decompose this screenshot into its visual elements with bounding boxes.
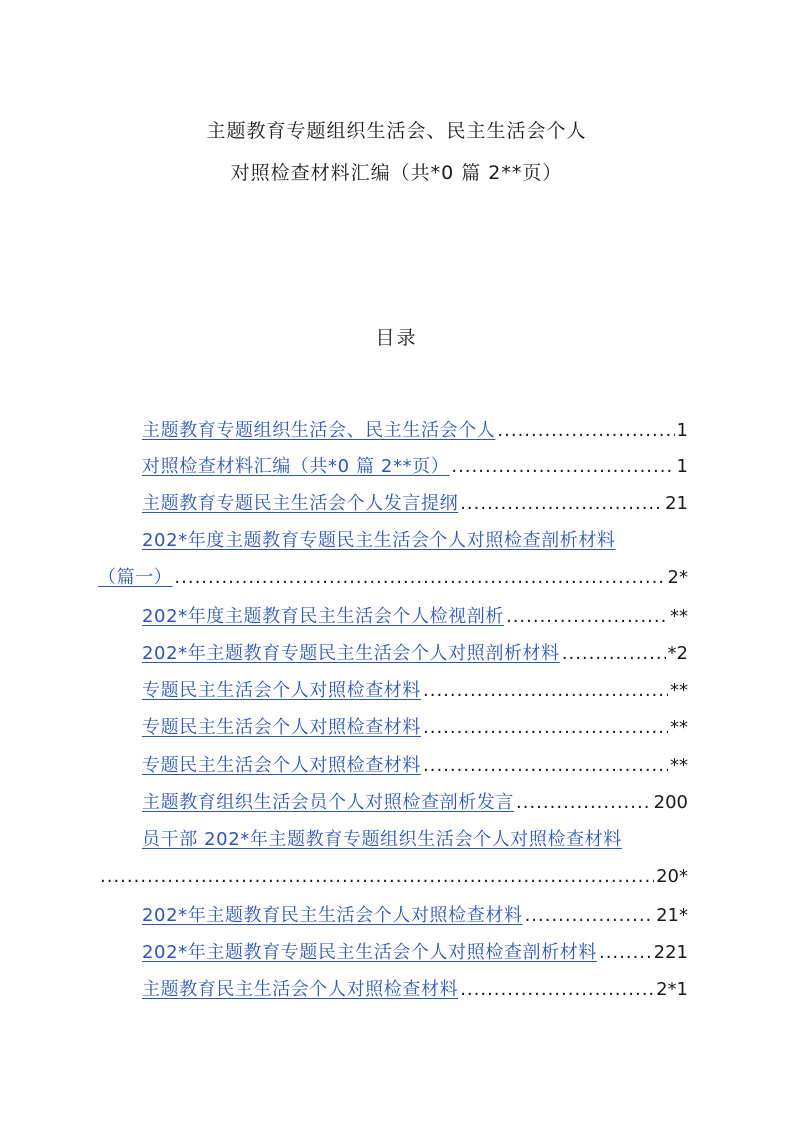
toc-page-number: 221 [653,942,688,963]
toc-entry-link[interactable]: 202*年主题教育专题民主生活会个人对照剖析材料 [142,643,560,664]
toc-page-number: 2* [667,567,688,588]
toc-page-number: 1 [676,456,688,477]
toc-entry-link[interactable]: 主题教育组织生活会员个人对照检查剖析发言 [142,792,514,813]
toc-page-number: 20* [656,866,688,887]
toc-page-number: ** [670,755,688,776]
toc-entry[interactable] [98,717,688,739]
toc-entry-link[interactable]: 主题教育专题民主生活会个人发言提纲 [142,493,459,514]
toc-entry-link[interactable]: 员干部 202*年主题教育专题组织生活会个人对照检查材料 [142,829,622,850]
toc-entry-link[interactable]: 主题教育专题组织生活会、民主生活会个人 [142,420,496,441]
toc-page-number: 21* [656,905,688,926]
toc-page-number: ** [670,606,688,627]
toc-entry[interactable] [98,493,688,515]
toc-entry[interactable] [98,680,688,702]
toc-entry-link[interactable]: 专题民主生活会个人对照检查材料 [142,680,421,701]
toc-entry[interactable] [98,979,688,1001]
toc-page-number: 2*1 [656,979,688,1000]
toc-entry-link[interactable]: 专题民主生活会个人对照检查材料 [142,755,421,776]
toc-entry-link[interactable]: 202*年度主题教育专题民主生活会个人对照检查剖析材料 [142,530,616,551]
document-title-line-1: 主题教育专题组织生活会、民主生活会个人 [206,120,587,142]
toc-leader-dots [174,567,665,589]
toc-leader-dots [100,866,654,888]
toc-entry[interactable] [98,643,688,665]
toc-page-number: *2 [667,643,688,664]
toc-entry[interactable] [98,456,688,478]
toc-page-number: 200 [653,792,688,813]
toc-entry[interactable] [98,530,688,589]
toc-leader-dots [525,905,655,927]
toc-leader-dots [506,606,668,628]
toc-page-number: ** [670,680,688,701]
toc-entry[interactable] [98,420,688,442]
toc-entry-link[interactable]: 202*年主题教育专题民主生活会个人对照检查剖析材料 [142,942,597,963]
toc-leader-dots [460,979,654,1001]
toc-page-number: 21 [665,493,688,514]
toc-page-number: ** [670,717,688,738]
toc-entry-link[interactable]: 202*年主题教育民主生活会个人对照检查材料 [142,905,523,926]
toc-entry[interactable] [98,942,688,964]
toc-leader-dots [497,420,674,442]
toc-entry[interactable] [98,905,688,927]
toc-leader-dots [460,493,663,515]
toc-leader-dots [423,680,668,702]
document-title-line-2: 对照检查材料汇编（共*0 篇 2**页） [230,162,563,184]
toc-entry[interactable] [98,606,688,628]
toc-leader-dots [562,643,666,665]
toc-heading: 目录 [375,327,418,349]
toc-leader-dots [423,717,668,739]
toc-entry-link[interactable]: 对照检查材料汇编（共*0 篇 2**页） [142,456,450,477]
toc-entry[interactable] [98,792,688,814]
toc-entry-link[interactable]: 主题教育民主生活会个人对照检查材料 [142,979,459,1000]
toc-leader-dots [451,456,674,478]
toc-leader-dots [599,942,652,964]
toc-entry-link-continued[interactable]: （篇一） [98,567,173,588]
toc-entry[interactable] [98,829,688,888]
toc-entry[interactable] [98,755,688,777]
toc-entry-link[interactable]: 专题民主生活会个人对照检查材料 [142,717,421,738]
toc-leader-dots [423,755,668,777]
toc-leader-dots [516,792,652,814]
toc-page-number: 1 [676,420,688,441]
toc-entry-link[interactable]: 202*年度主题教育民主生活会个人检视剖析 [142,606,504,627]
